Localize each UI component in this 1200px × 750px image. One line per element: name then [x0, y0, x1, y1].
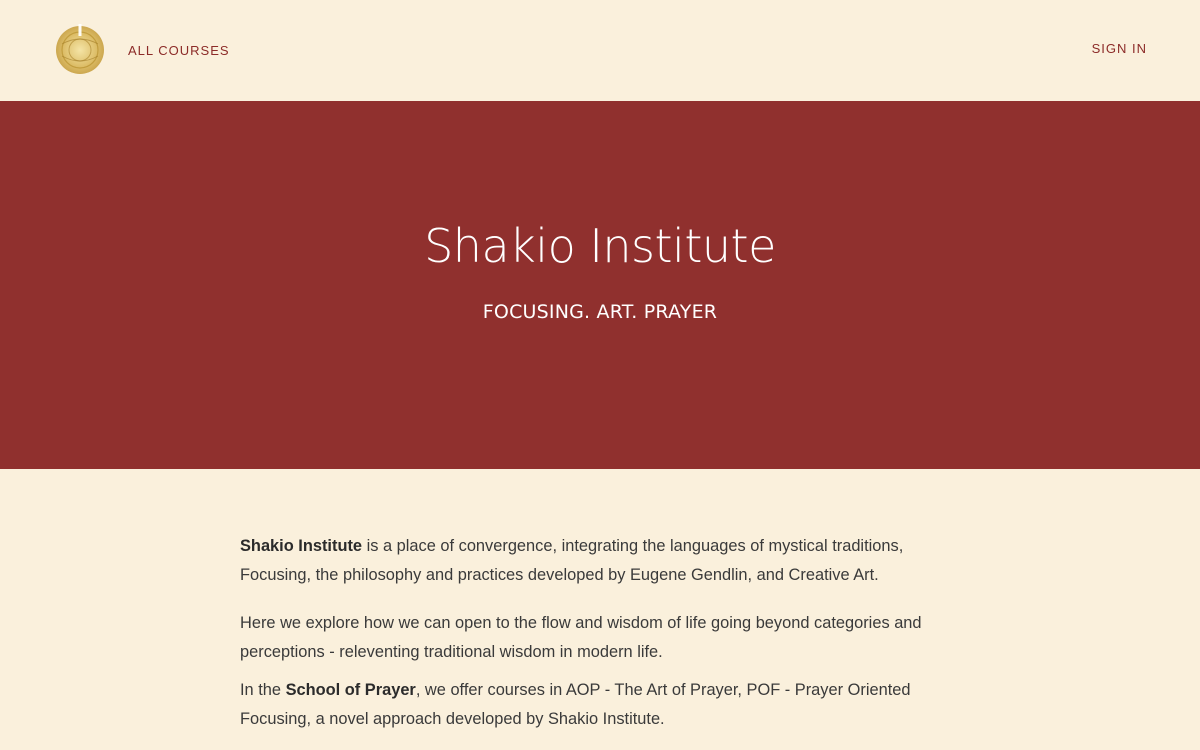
all-courses-link[interactable]: ALL COURSES — [128, 43, 230, 58]
intro-paragraph-3 — [240, 676, 940, 733]
intro-paragraph-3-text: , we offer courses in AOP - The Art of Prayer, POF - Prayer Oriented Focusing, a novel approach developed by Shakio Institute. — [240, 681, 911, 728]
hero-subtitle: FOCUSING. ART. PRAYER — [482, 301, 718, 323]
intro-paragraph-1 — [240, 532, 940, 590]
institute-name: Shakio Institute — [240, 537, 363, 555]
logo-icon[interactable] — [52, 22, 108, 78]
intro-paragraph-2: Here we explore how we can open to the flow and wisdom of life going beyond categories and perceptions - releventing traditional wisdom in modern life. — [240, 614, 922, 661]
hero-title: Shakio Institute — [424, 219, 776, 273]
site-header — [0, 0, 1200, 101]
sign-in-link[interactable]: SIGN IN — [1091, 41, 1147, 56]
school-of-prayer: School of Prayer — [285, 681, 416, 699]
intro-paragraph-3-pre: In the — [240, 681, 286, 699]
intro-paragraph-1-text: is a place of convergence, integrating the languages of mystical traditions, Focusing, the philosophy and practices developed by Eugene Gendlin, and Creative Art. — [240, 537, 904, 584]
hero-banner — [0, 101, 1200, 469]
